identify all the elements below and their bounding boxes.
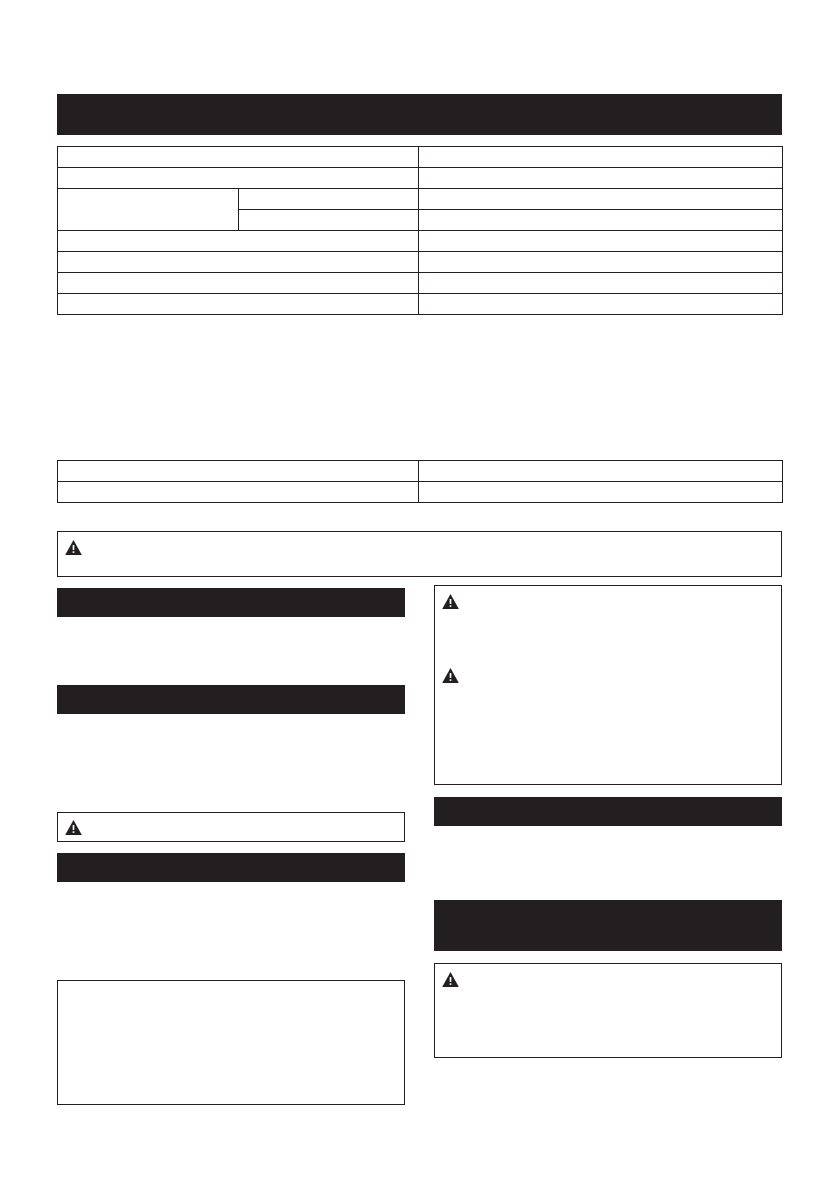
warning-box (434, 585, 782, 785)
warning-note-box (57, 812, 405, 842)
table-row (58, 273, 783, 294)
noise-table (57, 460, 783, 503)
spec-value (419, 294, 783, 315)
section-body (57, 890, 405, 968)
table-row (58, 252, 783, 273)
spec-value (419, 252, 783, 273)
spec-label (58, 231, 419, 252)
section-header (57, 588, 405, 617)
spec-value (419, 168, 783, 189)
specifications-title-bar (57, 94, 782, 135)
section-header (434, 797, 782, 826)
table-row (58, 147, 783, 168)
section-header (57, 853, 405, 882)
warning-text (465, 593, 775, 653)
section-header (434, 900, 782, 951)
warning-text (465, 667, 775, 767)
table-row (58, 482, 783, 503)
warning-triangle-icon (65, 540, 82, 555)
note-box (57, 980, 405, 1105)
noise-value (419, 461, 783, 482)
warning-triangle-icon (65, 820, 82, 835)
spec-value (419, 210, 783, 231)
spec-label (58, 273, 419, 294)
spec-label (58, 189, 239, 231)
noise-label (58, 461, 419, 482)
noise-value (419, 482, 783, 503)
table-row (58, 461, 783, 482)
spec-value (419, 231, 783, 252)
general-warning-box (57, 531, 782, 577)
warning-box (434, 963, 782, 1058)
section-body (434, 834, 782, 890)
warning-text (465, 971, 775, 1051)
table-row (58, 294, 783, 315)
section-body (57, 624, 405, 676)
spec-sub-label (239, 189, 419, 210)
warning-triangle-icon (442, 972, 459, 987)
spec-label (58, 147, 419, 168)
spec-sub-label (239, 210, 419, 231)
table-row (58, 189, 783, 210)
table-row (58, 168, 783, 189)
spec-value (419, 189, 783, 210)
warning-triangle-icon (442, 594, 459, 609)
table-row (58, 231, 783, 252)
section-body (57, 722, 405, 802)
spec-label (58, 294, 419, 315)
section-header (57, 685, 405, 714)
noise-label (58, 482, 419, 503)
spec-value (419, 273, 783, 294)
specifications-table (57, 146, 783, 315)
spec-label (58, 168, 419, 189)
spec-label (58, 252, 419, 273)
warning-triangle-icon (442, 668, 459, 683)
spec-value (419, 147, 783, 168)
